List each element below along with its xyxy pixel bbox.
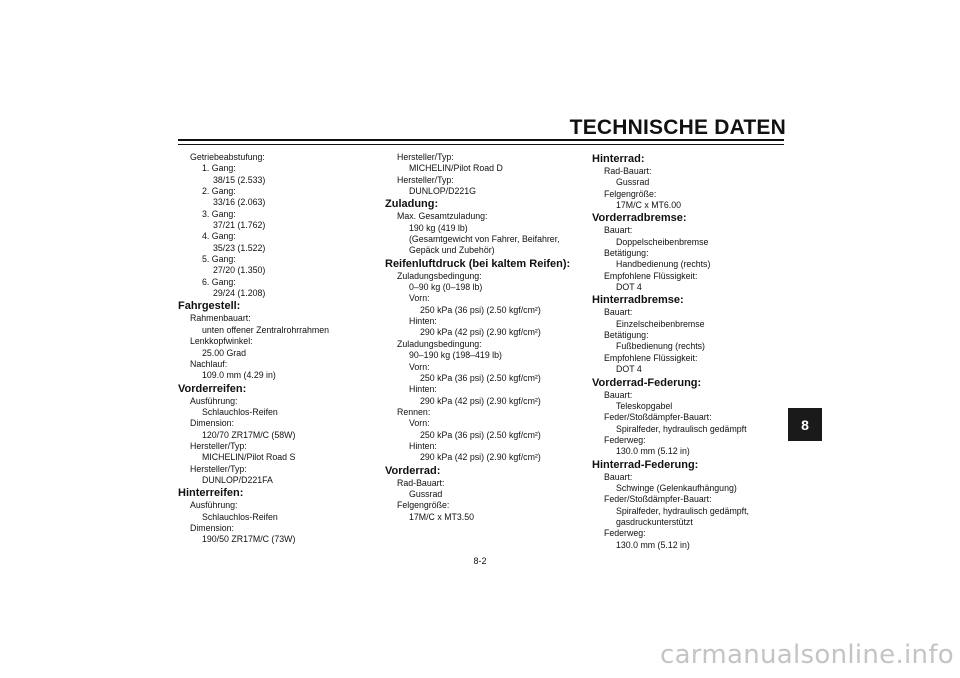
spec-line: Doppelscheibenbremse (616, 236, 709, 247)
spec-line: Schlauchlos-Reifen (202, 406, 278, 417)
spec-line: 109.0 mm (4.29 in) (202, 370, 276, 381)
header-rule-thin (178, 144, 784, 145)
spec-line: Rennen: (397, 406, 431, 417)
spec-column-1 (178, 152, 368, 546)
spec-line: Vorn: (409, 293, 430, 304)
spec-line: Zuladungsbedingung: (397, 270, 482, 281)
spec-line: 5. Gang: (202, 254, 236, 265)
section-heading: Vorderradbremse: (592, 212, 687, 225)
spec-line: Bauart: (604, 225, 633, 236)
spec-line: 120/70 ZR17M/C (58W) (202, 429, 296, 440)
spec-line: Hinten: (409, 384, 437, 395)
spec-line: Felgengröße: (397, 500, 450, 511)
spec-line: 1. Gang: (202, 163, 236, 174)
spec-line: Fußbedienung (rechts) (616, 341, 705, 352)
spec-line: Lenkkopfwinkel: (190, 336, 253, 347)
spec-line: 4. Gang: (202, 231, 236, 242)
spec-line: Hersteller/Typ: (397, 152, 454, 162)
spec-line: 290 kPa (42 psi) (2.90 kgf/cm²) (420, 327, 541, 338)
spec-column-2 (385, 152, 580, 523)
spec-line: Hinten: (409, 316, 437, 327)
spec-line: 17M/C x MT6.00 (616, 200, 682, 211)
spec-line: Rahmenbauart: (190, 313, 251, 324)
page-number: 8-2 (473, 556, 487, 566)
spec-line: Federweg: (604, 434, 646, 445)
spec-line: Schlauchlos-Reifen (202, 511, 278, 522)
section-heading: Reifenluftdruck (bei kaltem Reifen): (385, 257, 571, 270)
spec-line: Gussrad (616, 177, 650, 188)
section-heading: Fahrgestell: (178, 300, 241, 313)
spec-line: 29/24 (1.208) (213, 288, 266, 299)
spec-line: Hinten: (409, 440, 437, 451)
spec-line: Einzelscheibenbremse (616, 318, 705, 329)
spec-line: Feder/Stoßdämpfer-Bauart: (604, 412, 712, 423)
spec-line: 6. Gang: (202, 276, 236, 287)
spec-line: 35/23 (1.522) (213, 242, 266, 253)
spec-line: 130.0 mm (5.12 in) (616, 446, 690, 457)
spec-line: 37/21 (1.762) (213, 220, 266, 231)
spec-line: 27/20 (1.350) (213, 265, 266, 276)
spec-line: Betätigung: (604, 330, 649, 341)
spec-line: 3. Gang: (202, 208, 236, 219)
spec-line: Spiralfeder, hydraulisch gedämpft (616, 423, 747, 434)
spec-line: 25.00 Grad (202, 347, 247, 358)
spec-line: Dimension: (190, 418, 235, 429)
spec-line: Max. Gesamtzuladung: (397, 211, 488, 222)
section-heading: Vorderrad-Federung: (592, 376, 702, 389)
spec-line: Vorn: (409, 418, 430, 429)
spec-line: DUNLOP/D221FA (202, 474, 273, 485)
spec-line: Rad-Bauart: (604, 166, 652, 176)
spec-line: 290 kPa (42 psi) (2.90 kgf/cm²) (420, 395, 541, 406)
section-heading: Vorderrad: (385, 464, 441, 477)
spec-line: 190/50 ZR17M/C (73W) (202, 534, 296, 545)
spec-line: Zuladungsbedingung: (397, 338, 482, 349)
chapter-tab: 8 (788, 408, 822, 441)
spec-line: 250 kPa (36 psi) (2.50 kgf/cm²) (420, 304, 541, 315)
page-title: TECHNISCHE DATEN (569, 116, 786, 139)
spec-line: 2. Gang: (202, 186, 236, 197)
spec-line: 290 kPa (42 psi) (2.90 kgf/cm²) (420, 452, 541, 463)
spec-line: 190 kg (419 lb) (409, 222, 468, 233)
spec-line: Bauart: (604, 471, 633, 482)
spec-line: Gepäck und Zubehör) (409, 245, 495, 256)
spec-line: DUNLOP/D221G (409, 186, 476, 197)
spec-line: DOT 4 (616, 364, 642, 375)
spec-column-3 (592, 152, 782, 551)
spec-line: Empfohlene Flüssigkeit: (604, 352, 698, 363)
spec-line: 90–190 kg (198–419 lb) (409, 350, 502, 361)
section-heading: Hinterrad-Federung: (592, 458, 699, 471)
spec-line: Betätigung: (604, 248, 649, 259)
section-heading: Zuladung: (385, 198, 439, 211)
watermark: carmanualsonline.info (659, 640, 954, 670)
spec-line: Dimension: (190, 522, 235, 533)
section-heading: Hinterreifen: (178, 487, 244, 500)
spec-line: Empfohlene Flüssigkeit: (604, 270, 698, 281)
spec-line: 250 kPa (36 psi) (2.50 kgf/cm²) (420, 372, 541, 383)
section-heading: Hinterrad: (592, 153, 645, 165)
spec-line: 38/15 (2.533) (213, 174, 266, 185)
spec-line: Rad-Bauart: (397, 477, 445, 488)
spec-line: Federweg: (604, 528, 646, 539)
section-heading: Hinterradbremse: (592, 294, 684, 307)
spec-line: Bauart: (604, 307, 633, 318)
spec-line: Hersteller/Typ: (190, 440, 247, 451)
spec-line: Spiralfeder, hydraulisch gedämpft, (616, 505, 750, 516)
spec-line: Felgengröße: (604, 188, 657, 199)
spec-line: Nachlauf: (190, 358, 228, 369)
spec-line: unten offener Zentralrohrrahmen (202, 324, 329, 335)
spec-line: Schwinge (Gelenkaufhängung) (616, 482, 737, 493)
spec-line: (Gesamtgewicht von Fahrer, Beifahrer, (409, 234, 560, 245)
spec-line: Hersteller/Typ: (190, 463, 247, 474)
spec-line: 0–90 kg (0–198 lb) (409, 282, 483, 293)
spec-line: Feder/Stoßdämpfer-Bauart: (604, 494, 712, 505)
spec-line: 17M/C x MT3.50 (409, 511, 475, 522)
spec-line: Gussrad (409, 488, 443, 499)
spec-line: 33/16 (2.063) (213, 197, 266, 208)
spec-line: MICHELIN/Pilot Road S (202, 452, 296, 463)
spec-line: Ausführung: (190, 500, 238, 511)
spec-line: Handbedienung (rechts) (616, 259, 711, 270)
spec-line: Hersteller/Typ: (397, 174, 454, 185)
section-heading: Vorderreifen: (178, 382, 247, 395)
spec-line: Ausführung: (190, 395, 238, 406)
spec-line: 130.0 mm (5.12 in) (616, 539, 690, 550)
spec-line: Bauart: (604, 389, 633, 400)
spec-line: gasdruckunterstützt (616, 516, 693, 527)
header-rule-thick (178, 139, 784, 141)
spec-line: Vorn: (409, 361, 430, 372)
spec-line: DOT 4 (616, 282, 642, 293)
spec-line: Teleskopgabel (616, 400, 673, 411)
spec-line: MICHELIN/Pilot Road D (409, 163, 503, 174)
spec-line: 250 kPa (36 psi) (2.50 kgf/cm²) (420, 429, 541, 440)
spec-line: Getriebeabstufung: (190, 152, 265, 162)
